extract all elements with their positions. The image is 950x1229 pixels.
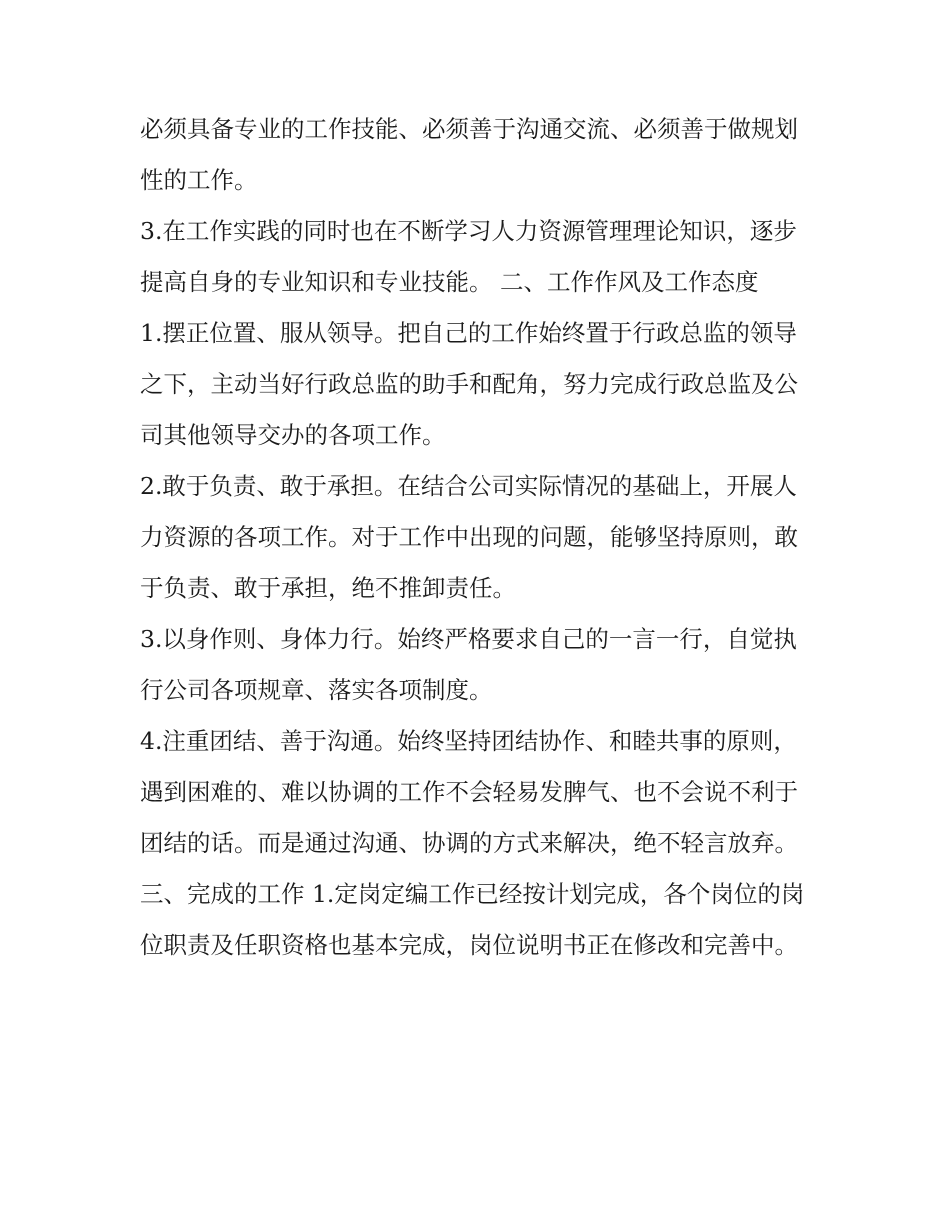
paragraph-skills: 必须具备专业的工作技能、必须善于沟通交流、必须善于做规划性的工作。: [140, 115, 798, 194]
paragraph-learning: 3.在工作实践的同时也在不断学习人力资源管理理论知识，逐步提高自身的专业知识和专业技能。 二、工作作风及工作态度: [140, 217, 797, 296]
paragraph-position: 1.摆正位置、服从领导。把自己的工作始终置于行政总监的领导之下，主动当好行政总监的助手和配角，努力完成行政总监及公司其他领导交办的各项工作。: [140, 319, 798, 449]
document-body: [140, 104, 820, 971]
paragraph-example: 3.以身作则、身体力行。始终严格要求自己的一言一行，自觉执行公司各项规章、落实各项制度。: [140, 625, 797, 704]
paragraph-teamwork: 4.注重团结、善于沟通。始终坚持团结协作、和睦共事的原则，遇到困难的、难以协调的工作不会轻易发脾气、也不会说不利于团结的话。而是通过沟通、协调的方式来解决，绝不轻言放弃。: [140, 727, 798, 857]
paragraph-completed-work: 三、完成的工作 1.定岗定编工作已经按计划完成，各个岗位的岗位职责及任职资格也基本完成，岗位说明书正在修改和完善中。: [140, 880, 805, 959]
paragraph-responsibility: 2.敢于负责、敢于承担。在结合公司实际情况的基础上，开展人力资源的各项工作。对于工作中出现的问题，能够坚持原则，敢于负责、敢于承担，绝不推卸责任。: [140, 472, 798, 602]
